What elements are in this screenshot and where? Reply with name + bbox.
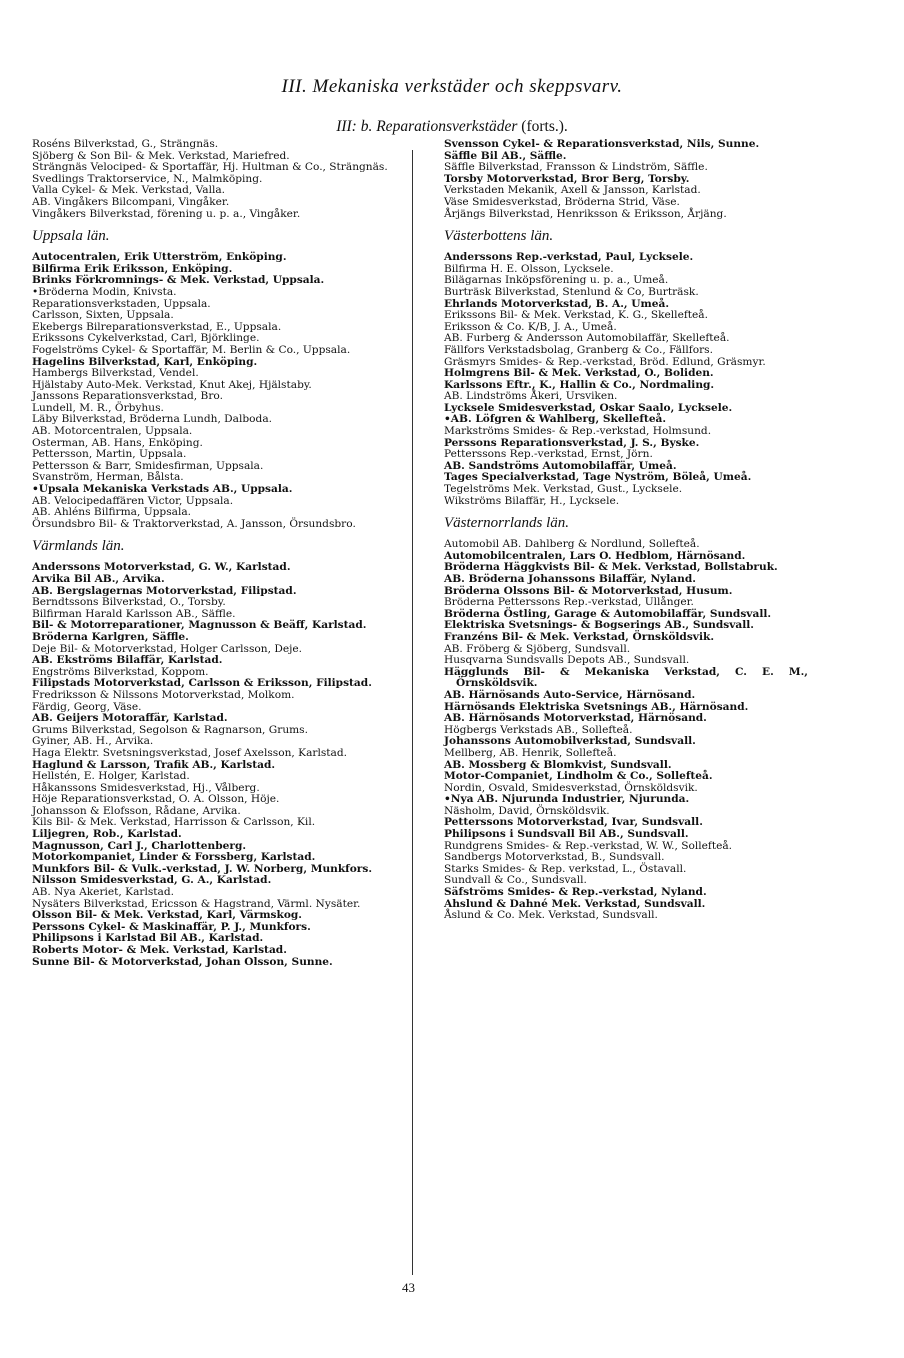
- list-item: Roberts Motor- & Mek. Verkstad, Karlstad.: [32, 944, 287, 956]
- list-item: Bilfirma H. E. Olsson, Lycksele.: [444, 262, 614, 275]
- uppsala-list: [32, 252, 392, 530]
- list-item: Gräsmyrs Smides- & Rep.-verkstad, Bröd. Edlund, Gräsmyr.: [444, 355, 766, 368]
- list-item: Kils Bil- & Mek. Verkstad, Harrisson & Carlsson, Kil.: [32, 816, 316, 829]
- section-subtitle: [0, 118, 904, 136]
- list-item: Elektriska Svetsnings- & Bogserings AB., Sundsvall.: [444, 619, 754, 632]
- list-item: AB. Härnösands Motorverkstad, Härnösand.: [444, 712, 707, 725]
- list-item: Väse Smidesverkstad, Bröderna Strid, Väse.: [444, 195, 680, 208]
- list-item: Brinks Förkromnings- & Mek. Verkstad, Uppsala.: [32, 274, 325, 287]
- list-item: Grums Bilverkstad, Segolson & Ragnarson, Grums.: [32, 723, 308, 736]
- list-item: AB. Ahléns Bilfirma, Uppsala.: [32, 506, 192, 519]
- list-item: Säffle Bilverkstad, Fransson & Lindström, Säffle.: [444, 161, 708, 174]
- list-item: AB. Motorcentralen, Uppsala.: [32, 425, 193, 438]
- list-item: AB. Fröberg & Sjöberg, Sundsvall.: [444, 642, 631, 655]
- list-item: AB. Härnösands Auto-Service, Härnösand.: [444, 688, 696, 701]
- list-item: Nordin, Osvald, Smidesverkstad, Örnsköldsvik.: [444, 781, 698, 794]
- list-item: AB. Geijers Motoraffär, Karlstad.: [32, 712, 228, 725]
- list-item: Vingåkers Bilverkstad, förening u. p. a., Vingåker.: [32, 207, 301, 220]
- heading-vasterbotten: Västerbottens län.: [444, 228, 554, 245]
- page-number: 43: [402, 1280, 415, 1295]
- list-item: Bröderna Östling, Garage & Automobilaffär, Sundsvall.: [444, 607, 772, 620]
- list-item: Husqvarna Sundsvalls Depots AB., Sundsvall.: [444, 654, 690, 667]
- list-item: AB. Vingåkers Bilcompani, Vingåker.: [32, 195, 230, 208]
- list-item: Anderssons Motorverkstad, G. W., Karlstad.: [32, 561, 291, 574]
- list-item: Verkstaden Mekanik, Axell & Jansson, Karlstad.: [444, 184, 701, 197]
- list-item: Håkanssons Smidesverkstad, Hj., Vålberg.: [32, 781, 260, 794]
- heading-varmland: Värmlands län.: [32, 538, 125, 555]
- list-item: Wikströms Bilaffär, H., Lycksele.: [444, 494, 620, 507]
- list-item: Sandbergs Motorverkstad, B., Sundsvall.: [444, 851, 665, 864]
- subtitle-main: Reparationsverkstäder: [376, 118, 518, 135]
- list-item: Bröderna Olssons Bil- & Motorverkstad, Husum.: [444, 584, 733, 597]
- list-item: •Bröderna Modin, Knivsta.: [32, 285, 177, 298]
- list-item: Roséns Bilverkstad, G., Strängnäs.: [32, 138, 219, 150]
- list-item: Tegelströms Mek. Verkstad, Gust., Lycksele.: [444, 483, 683, 496]
- list-item: Ekebergs Bilreparationsverkstad, E., Uppsala.: [32, 320, 282, 333]
- list-item: Högbergs Verkstads AB., Sollefteå.: [444, 723, 633, 736]
- list-item: Haga Elektr. Svetsningsverkstad, Josef Axelsson, Karlstad.: [32, 746, 347, 759]
- list-item: Perssons Reparationsverkstad, J. S., Byske.: [444, 436, 700, 449]
- list-item: Säfströms Smides- & Rep.-verkstad, Nyland.: [444, 886, 707, 899]
- list-item: Starks Smides- & Rep. verkstad, L., Östavall.: [444, 862, 687, 875]
- list-item: Erikssons Cykelverkstad, Carl, Björklinge.: [32, 332, 260, 345]
- list-item: Johansson & Elofsson, Rådane, Arvika.: [32, 804, 241, 817]
- list-item: AB. Ekströms Bilaffär, Karlstad.: [32, 654, 223, 667]
- list-item: Johanssons Automobilverkstad, Sundsvall.: [444, 735, 696, 748]
- list-item: Eriksson & Co. K/B, J. A., Umeå.: [444, 320, 617, 333]
- list-item: Strängnäs Velociped- & Sportaffär, Hj. Hultman & Co., Strängnäs.: [32, 161, 388, 174]
- left-column: [32, 139, 392, 968]
- list-item: Läby Bilverkstad, Bröderna Lundh, Dalboda.: [32, 413, 272, 426]
- list-item: Åslund & Co. Mek. Verkstad, Sundsvall.: [444, 909, 658, 922]
- list-item: Valla Cykel- & Mek. Verkstad, Valla.: [32, 184, 226, 197]
- list-item: Rundgrens Smides- & Rep.-verkstad, W. W., Sollefteå.: [444, 839, 733, 852]
- list-item: Automobil AB. Dahlberg & Nordlund, Sollefteå.: [444, 538, 700, 551]
- list-item: Olsson Bil- & Mek. Verkstad, Karl, Värmskog.: [32, 909, 302, 922]
- list-item: Fogelströms Cykel- & Sportaffär, M. Berlin & Co., Uppsala.: [32, 343, 351, 356]
- list-item: Deje Bil- & Motorverkstad, Holger Carlsson, Deje.: [32, 642, 303, 655]
- list-item: Motorkompaniet, Linder & Forssberg, Karlstad.: [32, 851, 316, 864]
- list-item: AB. Nya Akeriet, Karlstad.: [32, 886, 175, 899]
- list-item: Engströms Bilverkstad, Koppom.: [32, 665, 209, 678]
- list-item: Perssons Cykel- & Maskinaffär, P. J., Munkfors.: [32, 920, 311, 933]
- list-item: Härnösands Elektriska Svetsnings AB., Härnösand.: [444, 700, 749, 713]
- list-item: Gyiner, AB. H., Arvika.: [32, 735, 154, 748]
- list-item: Franzéns Bil- & Mek. Verkstad, Örnsköldsvik.: [444, 630, 715, 643]
- list-item: Bröderna Petterssons Rep.-verkstad, Ullånger.: [444, 596, 694, 609]
- list-item: Motor-Companiet, Lindholm & Co., Sollefteå.: [444, 770, 713, 783]
- list-item: Ahslund & Dahné Mek. Verkstad, Sundsvall.: [444, 897, 706, 910]
- varmland-list: [32, 562, 392, 968]
- list-item: Berndtssons Bilverkstad, O., Torsby.: [32, 596, 226, 609]
- list-item: Färdig, Georg, Väse.: [32, 700, 142, 713]
- list-item: AB. Bergslagernas Motorverkstad, Filipstad.: [32, 584, 297, 597]
- list-item: •Upsala Mekaniska Verkstads AB., Uppsala.: [32, 483, 293, 496]
- list-item: Ehrlands Motorverkstad, B. A., Umeå.: [444, 297, 670, 310]
- list-item: Arvika Bil AB., Arvika.: [32, 573, 165, 585]
- list-item: Osterman, AB. Hans, Enköping.: [32, 436, 203, 449]
- list-item: Autocentralen, Erik Utterström, Enköping.: [32, 251, 287, 264]
- list-item: •Nya AB. Njurunda Industrier, Njurunda.: [444, 793, 690, 806]
- list-item: AB. Lindströms Åkeri, Ursviken.: [444, 390, 618, 403]
- vasternorrland-list: [444, 539, 808, 922]
- list-item: Torsby Motorverkstad, Bror Berg, Torsby.: [444, 172, 690, 185]
- list-item: Pettersson, Martin, Uppsala.: [32, 448, 187, 461]
- list-item: Fredriksson & Nilssons Motorverkstad, Molkom.: [32, 688, 295, 701]
- heading-vasternorrland: Västernorrlands län.: [444, 515, 570, 532]
- list-item: Bröderna Häggkvists Bil- & Mek. Verkstad, Bollstabruk.: [444, 561, 778, 574]
- right-intro-list: [444, 139, 808, 220]
- list-item: •AB. Löfgren & Wahlberg, Skellefteå.: [444, 413, 667, 426]
- list-item: Tages Specialverkstad, Tage Nyström, Böleå, Umeå.: [444, 471, 752, 484]
- list-item: AB. Sandströms Automobilaffär, Umeå.: [444, 459, 677, 472]
- vasterbotten-list: [444, 252, 808, 507]
- list-item: Årjängs Bilverkstad, Henriksson & Eriksson, Årjäng.: [444, 207, 727, 220]
- list-item: Lycksele Smidesverkstad, Oskar Saalo, Lycksele.: [444, 401, 733, 414]
- list-item: AB. Mossberg & Blomkvist, Sundsvall.: [444, 758, 672, 771]
- page-title: III. Mekaniska verkstäder och skeppsvarv.: [281, 76, 623, 97]
- list-item: Reparationsverkstaden, Uppsala.: [32, 297, 211, 310]
- list-item: Holmgrens Bil- & Mek. Verkstad, O., Boliden.: [444, 367, 714, 380]
- list-item: Philipsons i Karlstad Bil AB., Karlstad.: [32, 932, 264, 945]
- list-item: Erikssons Bil- & Mek. Verkstad, K. G., Skellefteå.: [444, 309, 708, 322]
- list-item: AB. Furberg & Andersson Automobilaffär, Skellefteå.: [444, 332, 730, 345]
- list-item: Hellstén, E. Holger, Karlstad.: [32, 770, 190, 783]
- list-item: Bil- & Motorreparationer, Magnusson & Beäff, Karlstad.: [32, 619, 367, 632]
- list-item: Säffle Bil AB., Säffle.: [444, 149, 567, 162]
- list-item: Lundell, M. R., Örbyhus.: [32, 401, 164, 414]
- list-item: Petterssons Rep.-verkstad, Ernst, Jörn.: [444, 448, 653, 461]
- list-item: Petterssons Motorverkstad, Ivar, Sundsvall.: [444, 816, 703, 829]
- subtitle-prefix: III: b.: [336, 118, 373, 135]
- list-item: Hambergs Bilverkstad, Vendel.: [32, 367, 199, 380]
- list-item: Karlssons Eftr., K., Hallin & Co., Nordmaling.: [444, 378, 715, 391]
- right-column: [444, 139, 808, 922]
- list-item: Bröderna Karlgren, Säffle.: [32, 630, 189, 643]
- list-item: Liljegren, Rob., Karlstad.: [32, 828, 182, 841]
- list-item: Filipstads Motorverkstad, Carlsson & Eriksson, Filipstad.: [32, 677, 372, 690]
- list-item: Sunne Bil- & Motorverkstad, Johan Olsson, Sunne.: [32, 955, 333, 968]
- list-item: Svedlings Traktorservice, N., Malmköping.: [32, 172, 263, 185]
- list-item: Magnusson, Carl J., Charlottenberg.: [32, 839, 247, 852]
- list-item: Carlsson, Sixten, Uppsala.: [32, 309, 174, 322]
- list-item: Bilägarnas Inköpsförening u. p. a., Umeå.: [444, 274, 669, 287]
- list-item: Sjöberg & Son Bil- & Mek. Verkstad, Mariefred.: [32, 149, 290, 162]
- column-divider: [412, 150, 413, 1275]
- subtitle-suffix: (forts.).: [521, 118, 568, 135]
- list-item: Janssons Reparationsverkstad, Bro.: [32, 390, 223, 403]
- list-item: Svensson Cykel- & Reparationsverkstad, Nils, Sunne.: [444, 138, 760, 150]
- list-item: Bilfirma Erik Eriksson, Enköping.: [32, 262, 233, 275]
- list-item: Haglund & Larsson, Trafik AB., Karlstad.: [32, 758, 276, 771]
- list-item: Fällfors Verkstadsbolag, Granberg & Co., Fällfors.: [444, 343, 713, 356]
- list-item: Munkfors Bil- & Vulk.-verkstad, J. W. Norberg, Munkfors.: [32, 862, 373, 875]
- list-item: Hagelins Bilverkstad, Karl, Enköping.: [32, 355, 258, 368]
- list-item: Markströms Smides- & Rep.-verkstad, Holmsund.: [444, 425, 712, 438]
- list-item: Automobilcentralen, Lars O. Hedblom, Härnösand.: [444, 549, 746, 562]
- list-item: Näsholm, David, Örnsköldsvik.: [444, 804, 610, 817]
- list-item: Burträsk Bilverkstad, Stenlund & Co, Burträsk.: [444, 285, 699, 298]
- list-item: Svanström, Herman, Bålsta.: [32, 471, 184, 484]
- list-item: Sundvall & Co., Sundsvall.: [444, 874, 587, 887]
- left-intro-list: [32, 139, 392, 220]
- heading-uppsala: Uppsala län.: [32, 228, 110, 245]
- list-item: Nysäters Bilverkstad, Ericsson & Hagstrand, Värml. Nysäter.: [32, 897, 361, 910]
- list-item: Philipsons i Sundsvall Bil AB., Sundsvall.: [444, 828, 689, 841]
- list-item: Bilfirman Harald Karlsson AB., Säffle.: [32, 607, 236, 620]
- list-item: Höje Reparationsverkstad, O. A. Olsson, Höje.: [32, 793, 280, 806]
- list-item: Nilsson Smidesverkstad, G. A., Karlstad.: [32, 874, 272, 887]
- list-item: Hjälstaby Auto-Mek. Verkstad, Knut Akej, Hjälstaby.: [32, 378, 312, 391]
- list-item: Örsundsbro Bil- & Traktorverkstad, A. Jansson, Örsundsbro.: [32, 517, 356, 530]
- list-item: AB. Velocipedaffären Victor, Uppsala.: [32, 494, 234, 507]
- list-item: Anderssons Rep.-verkstad, Paul, Lycksele.: [444, 251, 694, 264]
- list-item: Mellberg, AB. Henrik, Sollefteå.: [444, 746, 617, 759]
- list-item: Hägglunds Bil- & Mekaniska Verkstad, C. E. M., Örnsköldsvik.: [444, 665, 808, 690]
- list-item: Pettersson & Barr, Smidesfirman, Uppsala.: [32, 459, 264, 472]
- list-item: AB. Bröderna Johanssons Bilaffär, Nyland.: [444, 573, 696, 585]
